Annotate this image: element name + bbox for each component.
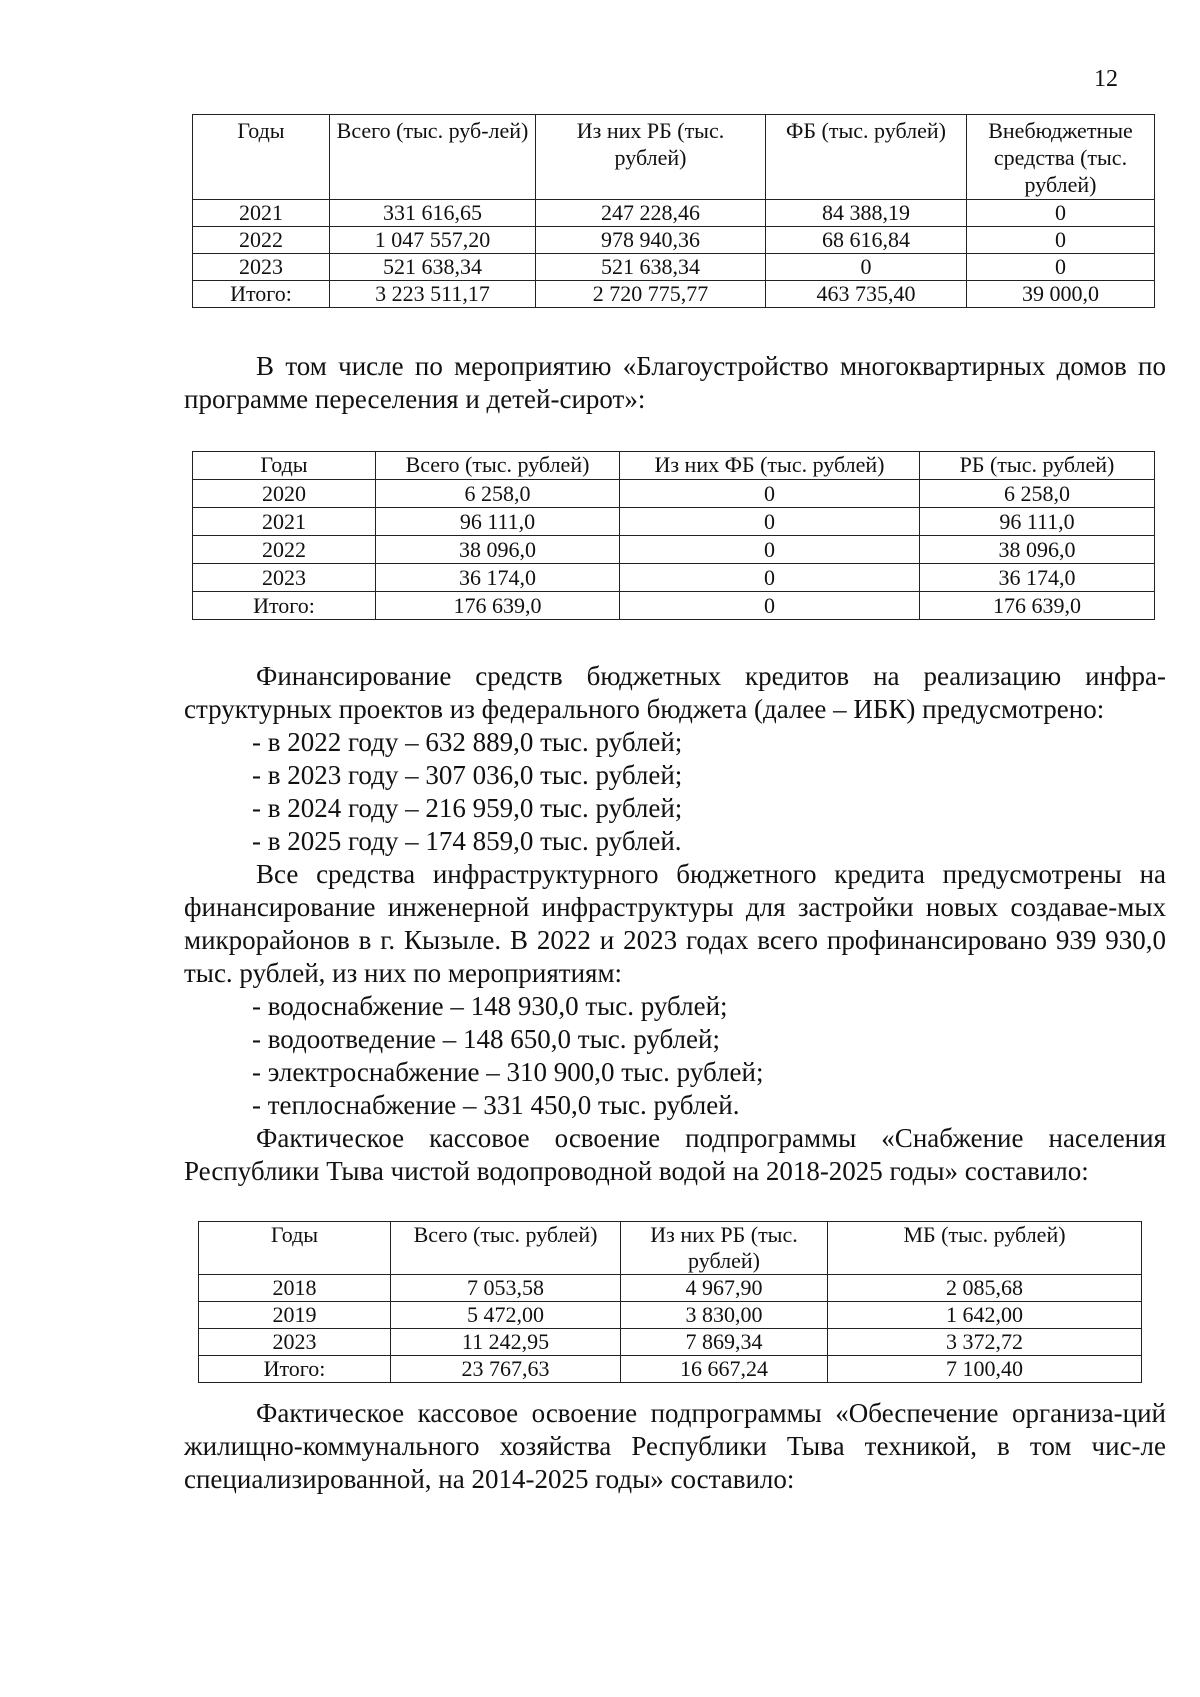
- cell-value: 0: [620, 536, 920, 564]
- paragraph: Фактическое кассовое освоение подпрограммы «Обеспечение организа-ций жилищно-коммунального хозяйства Республики Тыва техникой, в том чис-ле специализированной, на 2014-2025 годы» составило:: [184, 1398, 1166, 1494]
- cell-year: 2019: [199, 1302, 391, 1329]
- funding-table-1: [192, 114, 1155, 308]
- header-cell: Всего (тыс. руб-лей): [330, 115, 536, 200]
- table-row: [193, 536, 1155, 564]
- paragraph: Все средства инфраструктурного бюджетного кредита предусмотрены на финансирование инженерной инфраструктуры для застройки новых создавае-мых микрорайонов в г. Кызыле. В 2022 и 2023 годах всего профинансировано 939 930,0 тыс. рублей, из них по мероприятиям:: [184, 859, 1166, 988]
- header-cell: Из них ФБ (тыс. рублей): [620, 452, 920, 480]
- table-row: [199, 1302, 1142, 1329]
- cell-year: Итого:: [193, 281, 330, 308]
- cell-value: 176 639,0: [376, 592, 620, 620]
- cell-value: 0: [766, 254, 967, 281]
- cell-value: 0: [967, 227, 1155, 254]
- cell-value: 1 047 557,20: [330, 227, 536, 254]
- main-text-block: [184, 660, 1166, 1188]
- cell-value: 247 228,46: [536, 200, 766, 227]
- list-item: - в 2023 году – 307 036,0 тыс. рублей;: [252, 760, 683, 790]
- cell-value: 16 667,24: [621, 1356, 828, 1383]
- table-row: [193, 480, 1155, 508]
- page-number: 12: [1094, 66, 1118, 92]
- cell-value: 3 223 511,17: [330, 281, 536, 308]
- cell-value: 7 100,40: [828, 1356, 1142, 1383]
- header-cell: Всего (тыс. рублей): [376, 452, 620, 480]
- table-row: [199, 1275, 1142, 1302]
- table-total-row: [193, 592, 1155, 620]
- paragraph: Финансирование средств бюджетных кредитов на реализацию инфра-структурных проектов из федерального бюджета (далее – ИБК) предусмотрено:: [184, 661, 1166, 724]
- header-cell: Из них РБ (тыс. рублей): [621, 1222, 828, 1275]
- table-row: [193, 508, 1155, 536]
- header-cell: Годы: [199, 1222, 391, 1275]
- cell-year: 2018: [199, 1275, 391, 1302]
- cell-value: 36 174,0: [376, 564, 620, 592]
- cell-year: 2021: [193, 508, 376, 536]
- table-row: [199, 1329, 1142, 1356]
- cell-value: 176 639,0: [920, 592, 1155, 620]
- cell-value: 23 767,63: [391, 1356, 621, 1383]
- cell-value: 2 720 775,77: [536, 281, 766, 308]
- list-item: - электроснабжение – 310 900,0 тыс. рублей;: [252, 1057, 764, 1087]
- table-row: [193, 227, 1155, 254]
- cell-value: 3 372,72: [828, 1329, 1142, 1356]
- cell-value: 0: [620, 480, 920, 508]
- cell-year: Итого:: [193, 592, 376, 620]
- cell-value: 0: [620, 564, 920, 592]
- list-item: - в 2022 году – 632 889,0 тыс. рублей;: [252, 727, 683, 757]
- cell-value: 96 111,0: [920, 508, 1155, 536]
- cell-value: 2 085,68: [828, 1275, 1142, 1302]
- list-item: - в 2025 году – 174 859,0 тыс. рублей.: [252, 826, 682, 856]
- cell-year: 2023: [193, 254, 330, 281]
- header-cell: Из них РБ (тыс. рублей): [536, 115, 766, 200]
- cell-value: 68 616,84: [766, 227, 967, 254]
- paragraph: Фактическое кассовое освоение подпрограммы «Снабжение населения Республики Тыва чистой водопроводной водой на 2018-2025 годы» составило:: [184, 1123, 1166, 1186]
- cell-value: 521 638,34: [330, 254, 536, 281]
- list-item: - теплоснабжение – 331 450,0 тыс. рублей.: [252, 1090, 740, 1120]
- cell-value: 38 096,0: [920, 536, 1155, 564]
- table-header-row: [199, 1222, 1142, 1275]
- cell-year: 2020: [193, 480, 376, 508]
- paragraph-block: [184, 1397, 1166, 1496]
- header-cell: Внебюджетные средства (тыс. рублей): [967, 115, 1155, 200]
- cell-value: 1 642,00: [828, 1302, 1142, 1329]
- cell-value: 7 869,34: [621, 1329, 828, 1356]
- cell-value: 5 472,00: [391, 1302, 621, 1329]
- cell-value: 6 258,0: [376, 480, 620, 508]
- cell-value: 0: [967, 200, 1155, 227]
- cell-value: 463 735,40: [766, 281, 967, 308]
- cell-year: 2022: [193, 227, 330, 254]
- cell-year: 2022: [193, 536, 376, 564]
- cell-value: 7 053,58: [391, 1275, 621, 1302]
- list-item: - в 2024 году – 216 959,0 тыс. рублей;: [252, 793, 683, 823]
- cell-value: 4 967,90: [621, 1275, 828, 1302]
- cell-year: 2021: [193, 200, 330, 227]
- cell-value: 0: [967, 254, 1155, 281]
- table-row: [193, 200, 1155, 227]
- cell-value: 38 096,0: [376, 536, 620, 564]
- funding-table-3: [198, 1221, 1142, 1383]
- header-cell: МБ (тыс. рублей): [828, 1222, 1142, 1275]
- funding-table-2: [192, 451, 1155, 620]
- table-header-row: [193, 452, 1155, 480]
- cell-value: 6 258,0: [920, 480, 1155, 508]
- cell-value: 978 940,36: [536, 227, 766, 254]
- paragraph: В том числе по мероприятию «Благоустройство многоквартирных домов по программе переселения и детей-сирот»:: [184, 351, 1166, 414]
- cell-year: 2023: [199, 1329, 391, 1356]
- table-header-row: [193, 115, 1155, 200]
- list-item: - водоотведение – 148 650,0 тыс. рублей;: [252, 1024, 720, 1054]
- cell-value: 11 242,95: [391, 1329, 621, 1356]
- cell-value: 84 388,19: [766, 200, 967, 227]
- header-cell: Годы: [193, 115, 330, 200]
- cell-year: Итого:: [199, 1356, 391, 1383]
- cell-value: 3 830,00: [621, 1302, 828, 1329]
- cell-value: 39 000,0: [967, 281, 1155, 308]
- header-cell: ФБ (тыс. рублей): [766, 115, 967, 200]
- cell-value: 96 111,0: [376, 508, 620, 536]
- cell-value: 521 638,34: [536, 254, 766, 281]
- cell-year: 2023: [193, 564, 376, 592]
- table-row: [193, 564, 1155, 592]
- header-cell: РБ (тыс. рублей): [920, 452, 1155, 480]
- list-item: - водоснабжение – 148 930,0 тыс. рублей;: [252, 991, 728, 1021]
- table-total-row: [193, 281, 1155, 308]
- header-cell: Годы: [193, 452, 376, 480]
- cell-value: 331 616,65: [330, 200, 536, 227]
- header-cell: Всего (тыс. рублей): [391, 1222, 621, 1275]
- table-total-row: [199, 1356, 1142, 1383]
- paragraph-block: [184, 350, 1166, 416]
- cell-value: 36 174,0: [920, 564, 1155, 592]
- cell-value: 0: [620, 592, 920, 620]
- table-row: [193, 254, 1155, 281]
- cell-value: 0: [620, 508, 920, 536]
